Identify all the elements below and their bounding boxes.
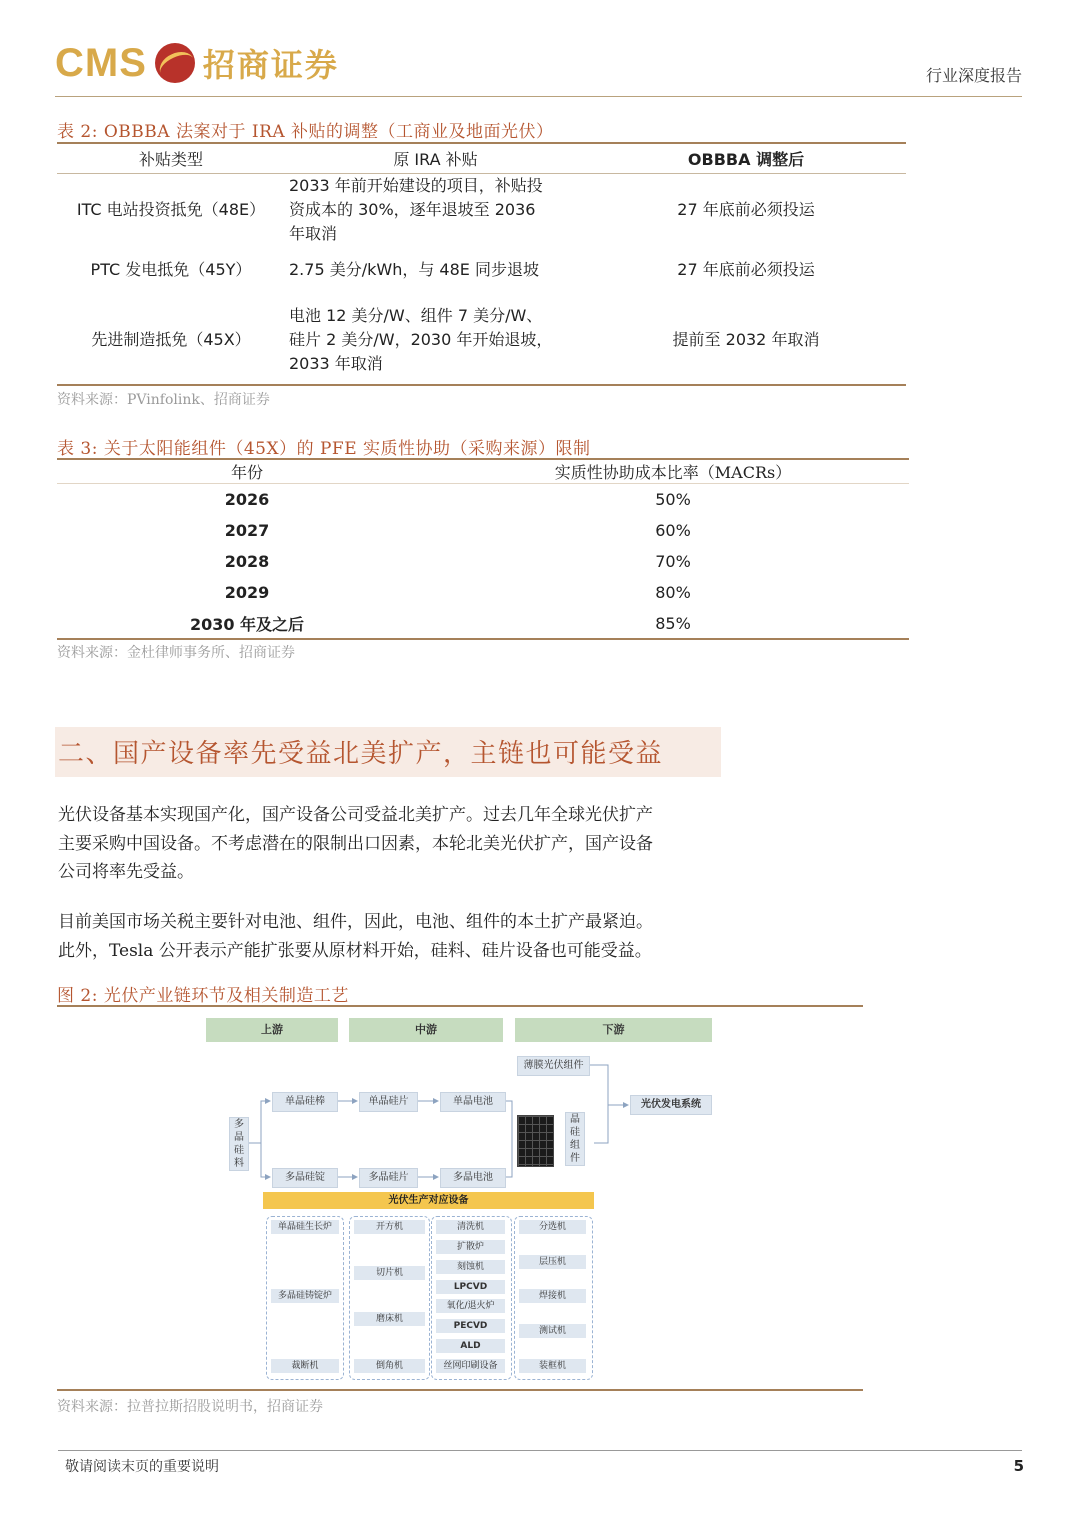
subsidy-type: ITC 电站投资抵免（48E） bbox=[76, 200, 266, 219]
table3-header: 年份 bbox=[230, 462, 263, 482]
stage-upstream: 上游 bbox=[206, 1018, 338, 1042]
table2-header: 原 IRA 补贴 bbox=[393, 149, 478, 169]
char: 组 bbox=[570, 1140, 580, 1151]
equipment-item: 磨床机 bbox=[354, 1312, 425, 1326]
table-row bbox=[57, 246, 906, 294]
footer-note: 敬请阅读末页的重要说明 bbox=[65, 1459, 219, 1475]
header-divider bbox=[55, 96, 1022, 97]
table-row bbox=[57, 546, 909, 577]
equipment-item: 倒角机 bbox=[354, 1359, 425, 1373]
multi-ingot-box: 多晶硅锭 bbox=[272, 1168, 338, 1188]
page-number: 5 bbox=[1013, 1457, 1024, 1475]
text-line: 资成本的 30%，逐年退坡至 2036 bbox=[289, 200, 536, 219]
table2-caption: 表 2: OBBBA 法案对于 IRA 补贴的调整（工商业及地面光伏） bbox=[57, 122, 554, 142]
table2-header-row bbox=[57, 143, 906, 174]
subsidy-type: PTC 发电抵免（45Y） bbox=[90, 260, 252, 279]
equipment-item: 单晶硅生长炉 bbox=[271, 1220, 339, 1234]
char: 多 bbox=[234, 1119, 244, 1130]
equipment-item: 焊接机 bbox=[519, 1289, 586, 1303]
equipment-item: 装框机 bbox=[519, 1359, 586, 1373]
multi-cell-box: 多晶电池 bbox=[440, 1168, 506, 1188]
equipment-item: 刻蚀机 bbox=[436, 1260, 505, 1274]
table3-source: 资料来源：金杜律师事务所、招商证券 bbox=[57, 645, 295, 661]
crystal-module-box bbox=[565, 1112, 585, 1166]
table3 bbox=[57, 459, 909, 639]
text-line: 目前美国市场关税主要针对电池、组件，因此，电池、组件的本土扩产最紧迫。 bbox=[58, 912, 653, 932]
figure2-top-rule bbox=[57, 1005, 863, 1007]
polysilicon-box bbox=[229, 1117, 249, 1171]
table-row bbox=[57, 294, 906, 386]
char: 硅 bbox=[570, 1127, 580, 1138]
ratio-cell: 70% bbox=[655, 552, 691, 571]
text-line: 主要采购中国设备。不考虑潜在的限制出口因素，本轮北美光伏扩产，国产设备 bbox=[58, 833, 653, 854]
text-line: 此外，Tesla 公开表示产能扩张要从原材料开始，硅料、硅片设备也可能受益。 bbox=[58, 940, 652, 961]
table3-header: 实质性协助成本比率（MACRs） bbox=[554, 462, 792, 482]
table-row bbox=[57, 484, 909, 516]
text-line: 硅片 2 美分/W，2030 年开始退坡， bbox=[289, 330, 553, 349]
section-title: 二、国产设备率先受益北美扩产，主链也可能受益 bbox=[58, 739, 664, 769]
ira-subsidy bbox=[285, 294, 586, 386]
table3-bottom-rule bbox=[57, 638, 909, 640]
text-line: 公司将率先受益。 bbox=[58, 862, 194, 882]
equipment-item: 切片机 bbox=[354, 1266, 425, 1280]
year-cell: 2030 年及之后 bbox=[189, 615, 305, 634]
mono-wafer-box: 单晶硅片 bbox=[359, 1092, 418, 1112]
mono-ingot-box: 单晶硅棒 bbox=[272, 1092, 338, 1112]
ira-subsidy bbox=[285, 174, 586, 247]
table-row bbox=[57, 577, 909, 608]
table2-header: OBBBA 调整后 bbox=[687, 149, 805, 169]
char: 晶 bbox=[234, 1132, 244, 1143]
char: 件 bbox=[570, 1153, 580, 1164]
mono-cell-box: 单晶电池 bbox=[440, 1092, 506, 1112]
text-line: 2.75 美分/kWh，与 48E 同步退坡 bbox=[289, 260, 539, 279]
year-cell: 2026 bbox=[224, 490, 270, 509]
footer-divider bbox=[58, 1450, 1022, 1451]
obbba-adjusted: 27 年底前必须投运 bbox=[677, 260, 815, 279]
text-line: 2033 年取消 bbox=[289, 354, 383, 373]
ratio-cell: 80% bbox=[655, 583, 691, 602]
equipment-item: 测试机 bbox=[519, 1324, 586, 1338]
multi-wafer-box: 多晶硅片 bbox=[359, 1168, 418, 1188]
ira-subsidy bbox=[285, 246, 586, 294]
figure2-source: 资料来源：拉普拉斯招股说明书，招商证券 bbox=[57, 1399, 323, 1415]
char: 硅 bbox=[234, 1145, 244, 1156]
equipment-item: 开方机 bbox=[354, 1220, 425, 1234]
equipment-item: PECVD bbox=[436, 1319, 505, 1333]
year-cell: 2027 bbox=[224, 521, 270, 540]
equipment-item: 丝网印刷设备 bbox=[436, 1359, 505, 1373]
paragraph-2 bbox=[58, 908, 723, 965]
ratio-cell: 85% bbox=[655, 614, 691, 633]
stage-downstream: 下游 bbox=[515, 1018, 712, 1042]
ratio-cell: 50% bbox=[655, 490, 691, 509]
text-line: 电池 12 美分/W、组件 7 美分/W、 bbox=[289, 306, 543, 325]
text-line: 2033 年前开始建设的项目，补贴投 bbox=[289, 176, 543, 195]
equipment-title: 光伏生产对应设备 bbox=[263, 1192, 594, 1209]
obbba-adjusted: 27 年底前必须投运 bbox=[677, 200, 815, 219]
subsidy-type: 先进制造抵免（45X） bbox=[91, 330, 251, 349]
table2-source: 资料来源：PVinfolink、招商证券 bbox=[57, 392, 270, 408]
logo-letters: CMS bbox=[55, 40, 147, 85]
table2-header: 补贴类型 bbox=[138, 149, 203, 169]
equipment-item: 多晶硅铸锭炉 bbox=[271, 1289, 339, 1303]
table-row bbox=[57, 174, 906, 247]
equipment-item: LPCVD bbox=[436, 1280, 505, 1294]
figure2-bottom-rule bbox=[57, 1389, 863, 1391]
ratio-cell: 60% bbox=[655, 521, 691, 540]
table2 bbox=[57, 143, 906, 386]
table3-header-row bbox=[57, 459, 909, 484]
equipment-item: 裁断机 bbox=[271, 1359, 339, 1373]
equipment-item: ALD bbox=[436, 1339, 505, 1353]
equipment-column-2 bbox=[349, 1216, 430, 1380]
table3-caption: 表 3: 关于太阳能组件（45X）的 PFE 实质性协助（采购来源）限制 bbox=[57, 439, 591, 459]
cms-logo bbox=[55, 38, 339, 88]
paragraph-1 bbox=[58, 801, 723, 887]
table2-bottom-rule bbox=[57, 384, 906, 386]
logo-disc-icon bbox=[155, 43, 195, 83]
table-row bbox=[57, 608, 909, 639]
equipment-item: 清洗机 bbox=[436, 1220, 505, 1234]
equipment-item: 层压机 bbox=[519, 1255, 586, 1269]
logo-cn: 招商证券 bbox=[202, 46, 339, 84]
equipment-item: 分选机 bbox=[519, 1220, 586, 1234]
thin-film-box: 薄膜光伏组件 bbox=[517, 1056, 590, 1076]
table-row bbox=[57, 515, 909, 546]
stage-midstream: 中游 bbox=[349, 1018, 503, 1042]
solar-panel-icon bbox=[517, 1115, 554, 1167]
equipment-item: 氧化/退火炉 bbox=[436, 1299, 505, 1313]
figure2-caption: 图 2: 光伏产业链环节及相关制造工艺 bbox=[57, 986, 349, 1006]
report-type: 行业深度报告 bbox=[925, 66, 1022, 85]
text-line: 光伏设备基本实现国产化，国产设备公司受益北美扩产。过去几年全球光伏扩产 bbox=[58, 805, 653, 825]
char: 晶 bbox=[570, 1114, 580, 1125]
char: 料 bbox=[234, 1158, 244, 1169]
pv-system-box: 光伏发电系统 bbox=[630, 1095, 712, 1115]
year-cell: 2028 bbox=[224, 552, 270, 571]
equipment-item: 扩散炉 bbox=[436, 1240, 505, 1254]
text-line: 年取消 bbox=[289, 224, 338, 243]
obbba-adjusted: 提前至 2032 年取消 bbox=[672, 330, 820, 349]
year-cell: 2029 bbox=[224, 583, 270, 602]
